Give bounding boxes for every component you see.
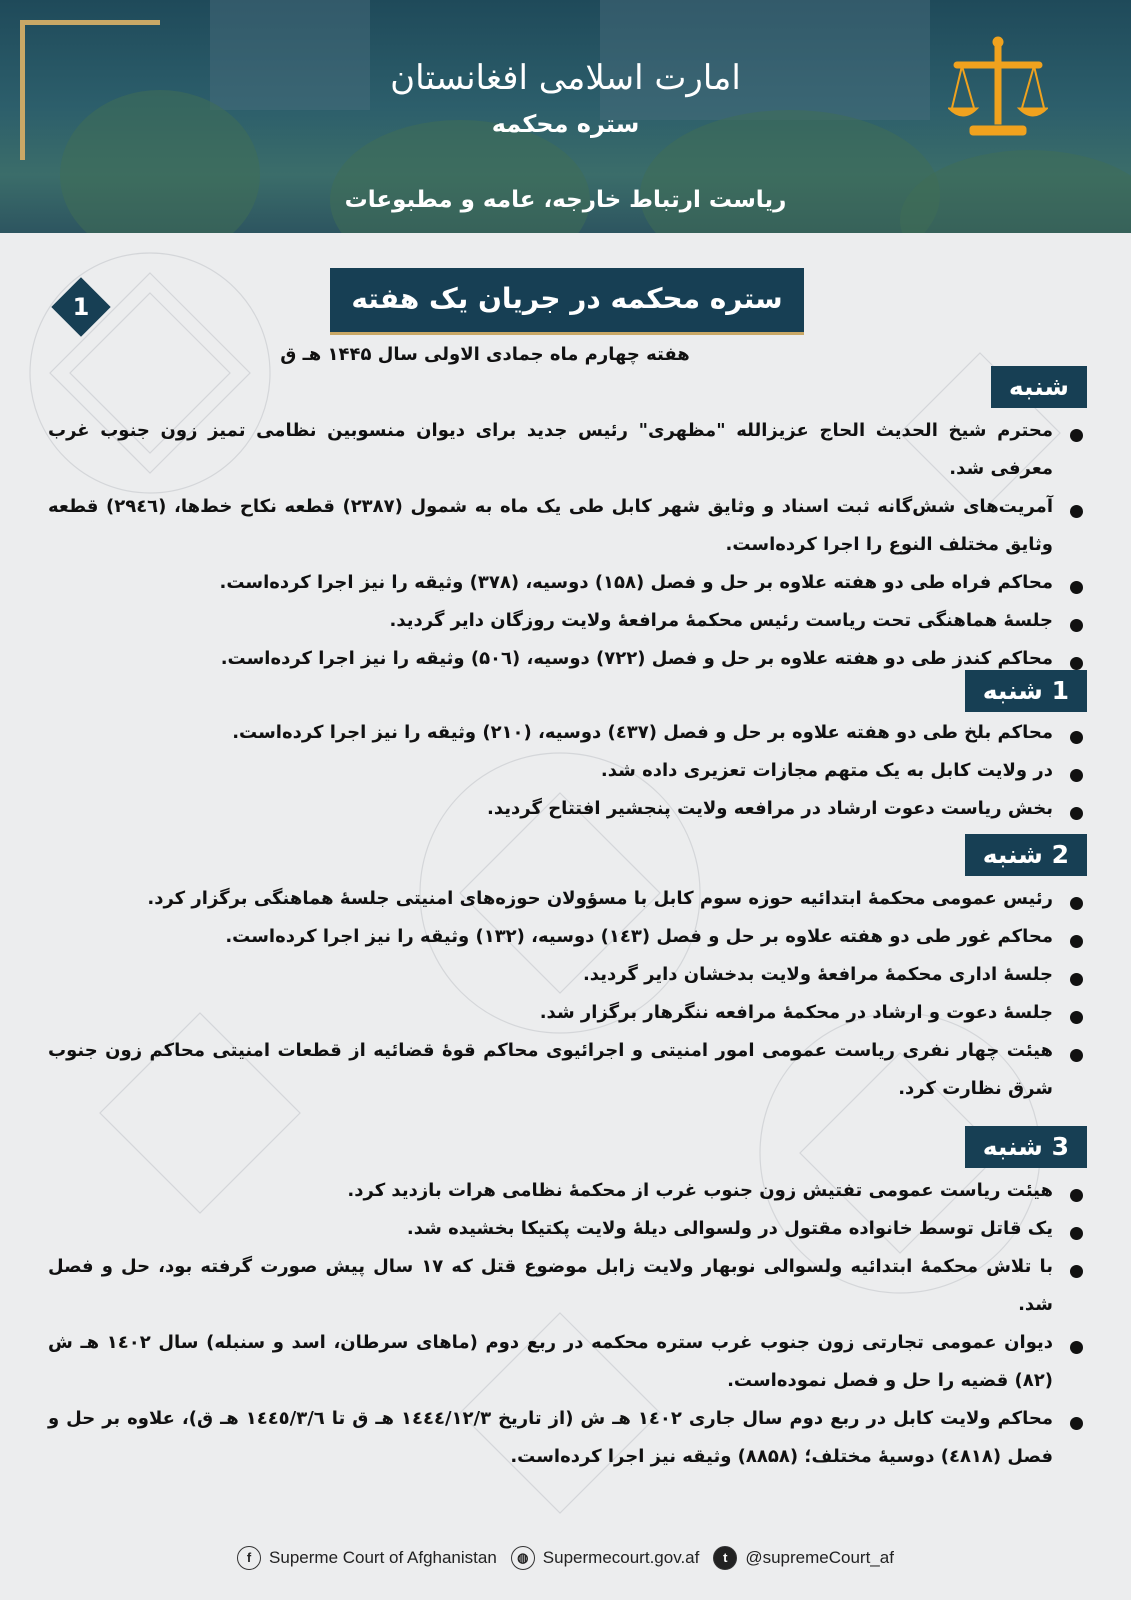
list-item: یک قاتل توسط خانواده مقتول در ولسوالی دیلهٔ ولایت پکتیکا بخشیده شد. (48, 1210, 1087, 1248)
footer-facebook[interactable]: f Superme Court of Afghanistan (237, 1546, 497, 1570)
list-item: محترم شیخ الحدیث الحاج عزیزالله "مظهری" رئیس جدید برای دیوان منسوبین نظامی تمیز زون جنوب غرب معرفی شد. (48, 412, 1087, 488)
day-label-monday: 2 شنبه (965, 834, 1087, 876)
globe-icon: ◍ (511, 1546, 535, 1570)
page-number-badge: 1 (51, 277, 110, 336)
list-item: هیئت ریاست عمومی تفتیش زون جنوب غرب از محکمهٔ نظامی هرات بازدید کرد. (48, 1172, 1087, 1210)
day-items-tuesday (48, 1172, 1087, 1476)
list-item: محاکم ولایت کابل در ربع دوم سال جاری ۱٤۰۲ هـ ش (از تاریخ ۱٤٤٤/۱۲/۳ هـ ق تا ۱٤٤٥/۳/٦ هـ ق)، علاوه بر حل و فصل (٤۸۱۸) دوسیهٔ مختلف؛ (۸۸۵۸) وثیقه نیز اجرا کرده‌است. (48, 1400, 1087, 1476)
list-item: رئیس عمومی محکمهٔ ابتدائیه حوزه سوم کابل با مسؤولان حوزه‌های امنیتی جلسهٔ هماهنگی برگزار کرد. (48, 880, 1087, 918)
department-name: ریاست ارتباط خارجه، عامه و مطبوعات (344, 187, 787, 213)
list-item: دیوان عمومی تجارتی زون جنوب غرب ستره محکمه در ربع دوم (ماهای سرطان، اسد و سنبله) سال ۱٤۰۲ هـ ش (۸۲) قضیه را حل و فصل نموده‌است. (48, 1324, 1087, 1400)
list-item: محاکم کندز طی دو هفته علاوه بر حل و فصل (۷۲۲) دوسیه، (۵۰٦) وثیقه را نیز اجرا کرده‌است. (48, 640, 1087, 678)
day-items-monday (48, 880, 1087, 1108)
list-item: بخش ریاست دعوت ارشاد در مرافعه ولایت پنجشیر افتتاح گردید. (48, 790, 1087, 828)
court-name: ستره محکمه (491, 110, 640, 138)
list-item: محاکم بلخ طی دو هفته علاوه بر حل و فصل (٤۳۷) دوسیه، (۲۱۰) وثیقه را نیز اجرا کرده‌است. (48, 714, 1087, 752)
scales-of-justice-icon (948, 36, 1048, 142)
emirate-logotype: امارت اسلامی افغانستان (390, 58, 741, 98)
list-item: آمریت‌های شش‌گانه ثبت اسناد و وثایق شهر کابل طی یک ماه به شمول (۲۳۸۷) قطعه نکاح خط‌ها، (۲۹٤٦) قطعه وثایق مختلف النوع را اجرا کرده‌است. (48, 488, 1087, 564)
footer-website[interactable]: ◍ Supermecourt.gov.af (511, 1546, 700, 1570)
list-item: جلسهٔ اداری محکمهٔ مرافعهٔ ولایت بدخشان دایر گردید. (48, 956, 1087, 994)
list-item: با تلاش محکمهٔ ابتدائیه ولسوالی نوبهار ولایت زابل موضوع قتل که ۱۷ سال پیش صورت گرفته بود، حل و فصل شد. (48, 1248, 1087, 1324)
day-label-tuesday: 3 شنبه (965, 1126, 1087, 1168)
day-items-sunday (48, 714, 1087, 828)
header-banner (0, 0, 1131, 233)
list-item: هیئت چهار نفری ریاست عمومی امور امنیتی و اجرائیوی محاکم قوهٔ قضائیه از قطعات امنیتی محاکم زون جنوب شرق نظارت کرد. (48, 1032, 1087, 1108)
list-item: محاکم فراه طی دو هفته علاوه بر حل و فصل (۱۵۸) دوسیه، (۳۷۸) وثیقه را نیز اجرا کرده‌است. (48, 564, 1087, 602)
page-title: ستره محکمه در جریان یک هفته (330, 268, 804, 332)
page-subtitle: هفته چهارم ماه جمادی الاولی سال ۱۴۴۵ هـ ق (280, 344, 690, 365)
day-label-saturday: شنبه (991, 366, 1087, 408)
facebook-icon: f (237, 1546, 261, 1570)
day-label-sunday: 1 شنبه (965, 670, 1087, 712)
list-item: محاکم غور طی دو هفته علاوه بر حل و فصل (۱٤۳) دوسیه، (۱۳۲) وثیقه را نیز اجرا کرده‌است. (48, 918, 1087, 956)
list-item: در ولایت کابل به یک متهم مجازات تعزیری داده شد. (48, 752, 1087, 790)
list-item: جلسهٔ هماهنگی تحت ریاست رئیس محکمهٔ مرافعهٔ ولایت روزگان دایر گردید. (48, 602, 1087, 640)
day-items-saturday (48, 412, 1087, 678)
list-item: جلسهٔ دعوت و ارشاد در محکمهٔ مرافعه ننگرهار برگزار شد. (48, 994, 1087, 1032)
twitter-icon: t (713, 1546, 737, 1570)
footer-twitter[interactable]: t @supremeCourt_af (713, 1546, 894, 1570)
footer (0, 1540, 1131, 1576)
